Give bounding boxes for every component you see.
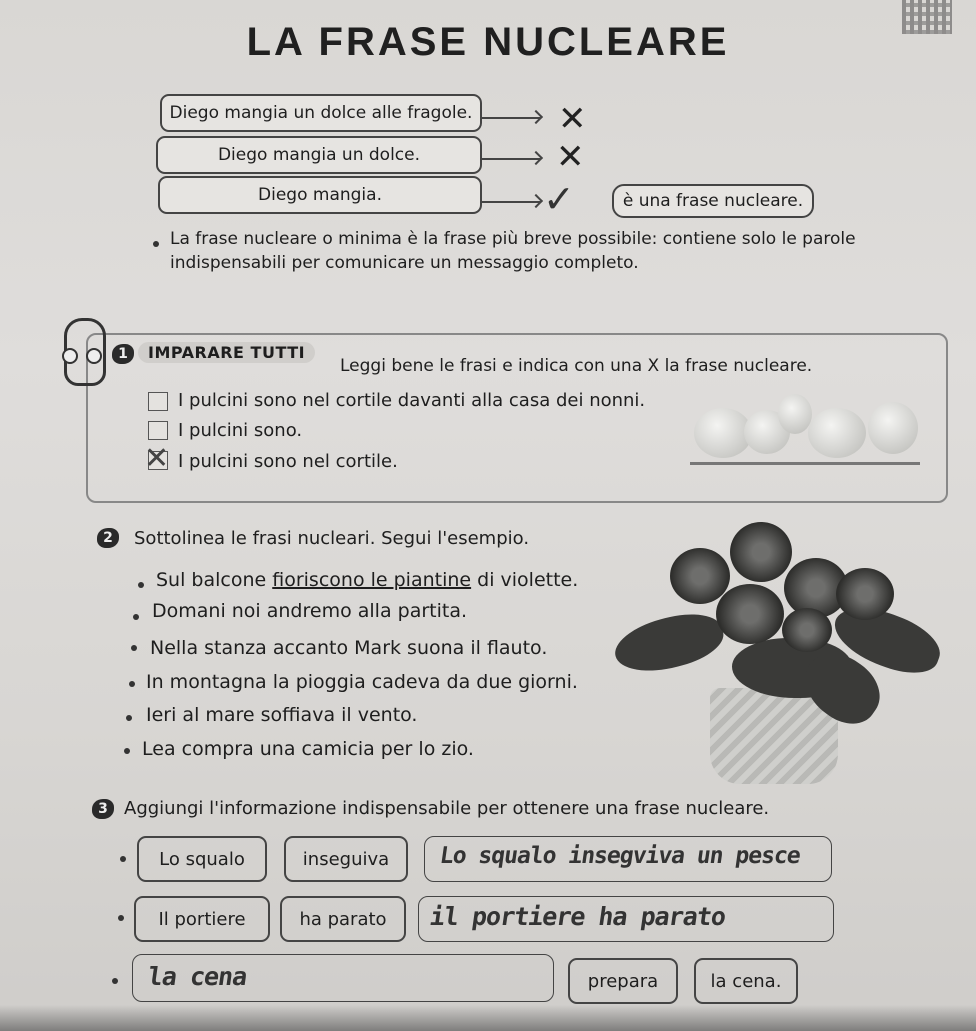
- arrow-right-icon: [482, 201, 540, 203]
- exercise-number-badge: 3: [92, 799, 114, 819]
- subject-box: Il portiere: [134, 896, 270, 942]
- bullet-icon: [138, 582, 144, 588]
- underlined-nucleus: fioriscono le piantine: [272, 569, 472, 591]
- rule-line-2: indispensabili per comunicare un messaggio completo.: [170, 253, 639, 273]
- verb-box: ha parato: [280, 896, 406, 942]
- flower-icon: [730, 522, 792, 582]
- sentence-2[interactable]: Nella stanza accanto Mark suona il flauto.: [150, 637, 548, 659]
- chicks-illustration: [690, 390, 922, 472]
- bullet-icon: [131, 645, 137, 651]
- violet-plant-illustration: [612, 518, 952, 786]
- example-sentence-2: Diego mangia un dolce.: [156, 136, 482, 174]
- page-title: LA FRASE NUCLEARE: [246, 20, 730, 64]
- bullet-icon: [153, 241, 159, 247]
- flower-icon: [782, 608, 832, 652]
- bullet-icon: [118, 915, 124, 921]
- exercise-3-instruction: Aggiungi l'informazione indispensabile per ottenere una frase nucleare.: [124, 798, 770, 819]
- bullet-icon: [126, 715, 132, 721]
- bullet-icon: [112, 978, 118, 984]
- option-1: I pulcini sono nel cortile davanti alla casa dei nonni.: [178, 390, 646, 411]
- chick-icon: [868, 402, 918, 454]
- sentence-3[interactable]: In montagna la pioggia cadeva da due giorni.: [146, 671, 578, 693]
- chick-icon: [778, 394, 812, 434]
- exercise-number-badge: 1: [112, 344, 134, 364]
- handwritten-x-mark: ✕: [144, 441, 170, 476]
- bullet-icon: [133, 614, 139, 620]
- handwritten-answer-1: Lo squalo insegviva un pesce: [438, 843, 802, 869]
- sentence-1[interactable]: Domani noi andremo alla partita.: [152, 600, 468, 622]
- bullet-icon: [120, 856, 126, 862]
- mascot-eye-icon: [86, 348, 102, 364]
- checkbox[interactable]: [148, 421, 168, 440]
- handwritten-answer-3: la cena: [145, 962, 249, 991]
- example-sentence-3: Diego mangia.: [158, 176, 482, 214]
- exercise-1-instruction: Leggi bene le frasi e indica con una X la frase nucleare.: [340, 356, 813, 376]
- sentence-5[interactable]: Lea compra una camicia per lo zio.: [142, 738, 474, 760]
- flower-icon: [716, 584, 784, 644]
- handwritten-answer-2: il portiere ha parato: [427, 902, 728, 931]
- imparare-tutti-tag: IMPARARE TUTTI: [138, 342, 315, 363]
- verb-box: inseguiva: [284, 836, 408, 882]
- option-2: I pulcini sono.: [178, 420, 303, 441]
- example-sentence: Sul balcone fioriscono le piantine di violette.: [156, 569, 579, 591]
- exercise-number-badge: 2: [97, 528, 119, 548]
- chick-icon: [808, 408, 866, 458]
- cross-mark-icon: ✕: [558, 99, 587, 139]
- arrow-right-icon: [482, 158, 540, 160]
- bullet-icon: [124, 748, 130, 754]
- sentence-4[interactable]: Ieri al mare soffiava il vento.: [146, 704, 418, 726]
- nucleare-label: è una frase nucleare.: [612, 184, 814, 218]
- ground-line: [690, 462, 920, 465]
- flower-icon: [836, 568, 894, 620]
- subject-box: Lo squalo: [137, 836, 267, 882]
- checkbox[interactable]: [148, 392, 168, 411]
- page-shadow: [0, 1005, 976, 1031]
- leaf-icon: [609, 605, 728, 682]
- cross-mark-icon: ✕: [556, 137, 585, 177]
- option-3: I pulcini sono nel cortile.: [178, 451, 398, 472]
- object-box: la cena.: [694, 958, 798, 1004]
- check-mark-icon: ✓: [543, 177, 575, 221]
- exercise-2-instruction: Sottolinea le frasi nucleari. Segui l'esempio.: [134, 528, 530, 549]
- verb-box: prepara: [568, 958, 678, 1004]
- example-sentence-1: Diego mangia un dolce alle fragole.: [160, 94, 482, 132]
- arrow-right-icon: [482, 117, 540, 119]
- mascot-eye-icon: [62, 348, 78, 364]
- rule-line-1: La frase nucleare o minima è la frase più breve possibile: contiene solo le parole: [170, 229, 856, 249]
- bullet-icon: [129, 681, 135, 687]
- flower-icon: [670, 548, 730, 604]
